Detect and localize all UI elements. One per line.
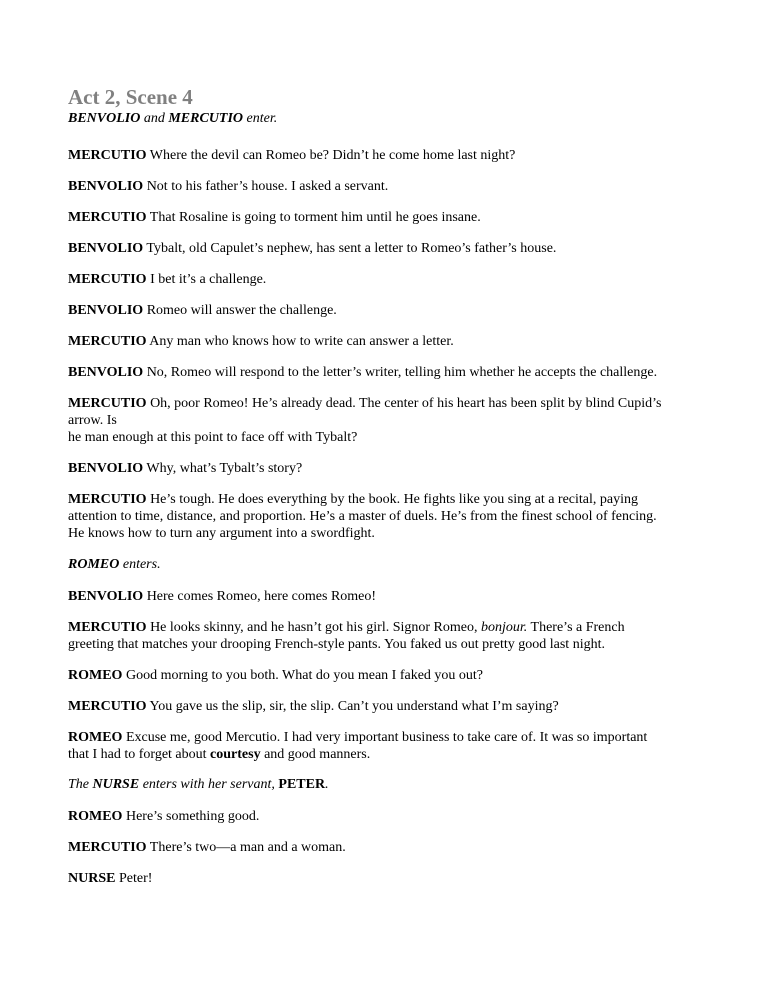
dialogue-text: Peter! — [115, 871, 153, 886]
speaker-name: MERCUTIO — [68, 840, 147, 855]
dialogue-text: He’s tough. He does everything by the book. He fights like you sing at a recital, paying — [146, 492, 639, 507]
stage-text: enters with her servant, — [139, 777, 279, 792]
dialogue-text: Tybalt, old Capulet’s nephew, has sent a letter to Romeo’s father’s house. — [143, 241, 557, 256]
speaker-name: MERCUTIO — [68, 396, 147, 411]
speaker-name: ROMEO — [68, 730, 123, 745]
speaker-name: MERCUTIO — [68, 620, 147, 635]
dialogue-row — [68, 619, 708, 636]
scene-title: Act 2, Scene 4 — [68, 85, 193, 109]
dialogue-line — [68, 333, 708, 350]
dialogue-text: Here’s something good. — [122, 809, 260, 824]
dialogue-line — [68, 240, 708, 257]
dialogue-text: Any man who knows how to write can answer a letter. — [146, 334, 454, 349]
dialogue-row — [68, 395, 708, 412]
speaker-name: MERCUTIO — [68, 148, 147, 163]
stage-text: and — [140, 111, 169, 126]
dialogue-text: Good morning to you both. What do you mean I faked you out? — [122, 668, 484, 683]
dialogue-line — [68, 839, 708, 856]
speaker-name: BENVOLIO — [68, 365, 144, 380]
dialogue-line — [68, 460, 708, 477]
dialogue-line — [68, 619, 708, 653]
speaker-name: MERCUTIO — [68, 334, 147, 349]
dialogue-text: Where the devil can Romeo be? Didn’t he come home last night? — [146, 148, 516, 163]
stage-text: The — [68, 777, 93, 792]
dialogue-line — [68, 588, 708, 605]
french-word: bonjour. — [481, 620, 528, 635]
dialogue-text: There’s two—a man and a woman. — [146, 840, 346, 855]
dialogue-line — [68, 808, 708, 825]
stage-direction — [68, 557, 161, 573]
character-name: ROMEO — [68, 557, 120, 572]
speaker-name: BENVOLIO — [68, 461, 144, 476]
dialogue-line — [68, 209, 708, 226]
speaker-name: ROMEO — [68, 668, 123, 683]
speaker-name: MERCUTIO — [68, 699, 147, 714]
speaker-name: BENVOLIO — [68, 589, 144, 604]
dialogue-line — [68, 271, 708, 288]
dialogue-line — [68, 364, 708, 381]
dialogue-row: he man enough at this point to face off with Tybalt? — [68, 430, 358, 445]
speaker-name: BENVOLIO — [68, 179, 144, 194]
character-name: NURSE — [92, 777, 140, 792]
dialogue-line — [68, 302, 708, 319]
dialogue-line — [68, 729, 708, 763]
stage-text: . — [325, 777, 329, 792]
dialogue-row: attention to time, distance, and proportion. He’s a master of duels. He’s from the finest school of fencing. — [68, 509, 657, 524]
dialogue-text: You gave us the slip, sir, the slip. Can’t you understand what I’m saying? — [146, 699, 559, 714]
dialogue-text: I bet it’s a challenge. — [146, 272, 267, 287]
character-name: PETER — [278, 777, 326, 792]
speaker-name: NURSE — [68, 871, 116, 886]
dialogue-text: No, Romeo will respond to the letter’s writer, telling him whether he accepts the challenge. — [143, 365, 658, 380]
dialogue-row — [68, 491, 708, 508]
dialogue-text: That Rosaline is going to torment him until he goes insane. — [146, 210, 481, 225]
dialogue-text: Oh, poor Romeo! He’s already dead. The center of his heart has been split by blind Cupid’s — [146, 396, 662, 411]
stage-text: enters. — [119, 557, 161, 572]
speaker-name: ROMEO — [68, 809, 123, 824]
dialogue-line — [68, 870, 708, 887]
speaker-name: MERCUTIO — [68, 272, 147, 287]
stage-text: enter. — [243, 111, 278, 126]
stage-direction — [68, 111, 277, 127]
speaker-name: BENVOLIO — [68, 303, 144, 318]
dialogue-text: Why, what’s Tybalt’s story? — [143, 461, 303, 476]
dialogue-row: greeting that matches your drooping French-style pants. You faked us out pretty good last night. — [68, 637, 605, 652]
dialogue-text: that I had to forget about — [68, 747, 211, 762]
dialogue-line — [68, 491, 708, 542]
speaker-name: BENVOLIO — [68, 241, 144, 256]
dialogue-text: Not to his father’s house. I asked a servant. — [143, 179, 389, 194]
speaker-name: MERCUTIO — [68, 210, 147, 225]
dialogue-text: and good manners. — [260, 747, 371, 762]
dialogue-line — [68, 667, 708, 684]
dialogue-text: There’s a French — [527, 620, 625, 635]
dialogue-line — [68, 395, 708, 446]
dialogue-line — [68, 178, 708, 195]
character-name: MERCUTIO — [168, 111, 244, 126]
stage-direction — [68, 777, 329, 793]
dialogue-text: Here comes Romeo, here comes Romeo! — [143, 589, 377, 604]
dialogue-row — [68, 746, 708, 763]
dialogue-line — [68, 698, 708, 715]
dialogue-row: arrow. Is — [68, 413, 117, 428]
dialogue-row — [68, 729, 708, 746]
dialogue-line — [68, 147, 708, 164]
character-name: BENVOLIO — [68, 111, 141, 126]
dialogue-row: He knows how to turn any argument into a swordfight. — [68, 526, 375, 541]
dialogue-text: Romeo will answer the challenge. — [143, 303, 337, 318]
dialogue-text: He looks skinny, and he hasn’t got his girl. Signor Romeo, — [146, 620, 481, 635]
dialogue-text: Excuse me, good Mercutio. I had very important business to take care of. It was so important — [122, 730, 648, 745]
speaker-name: MERCUTIO — [68, 492, 147, 507]
vocab-word: courtesy — [210, 747, 261, 762]
